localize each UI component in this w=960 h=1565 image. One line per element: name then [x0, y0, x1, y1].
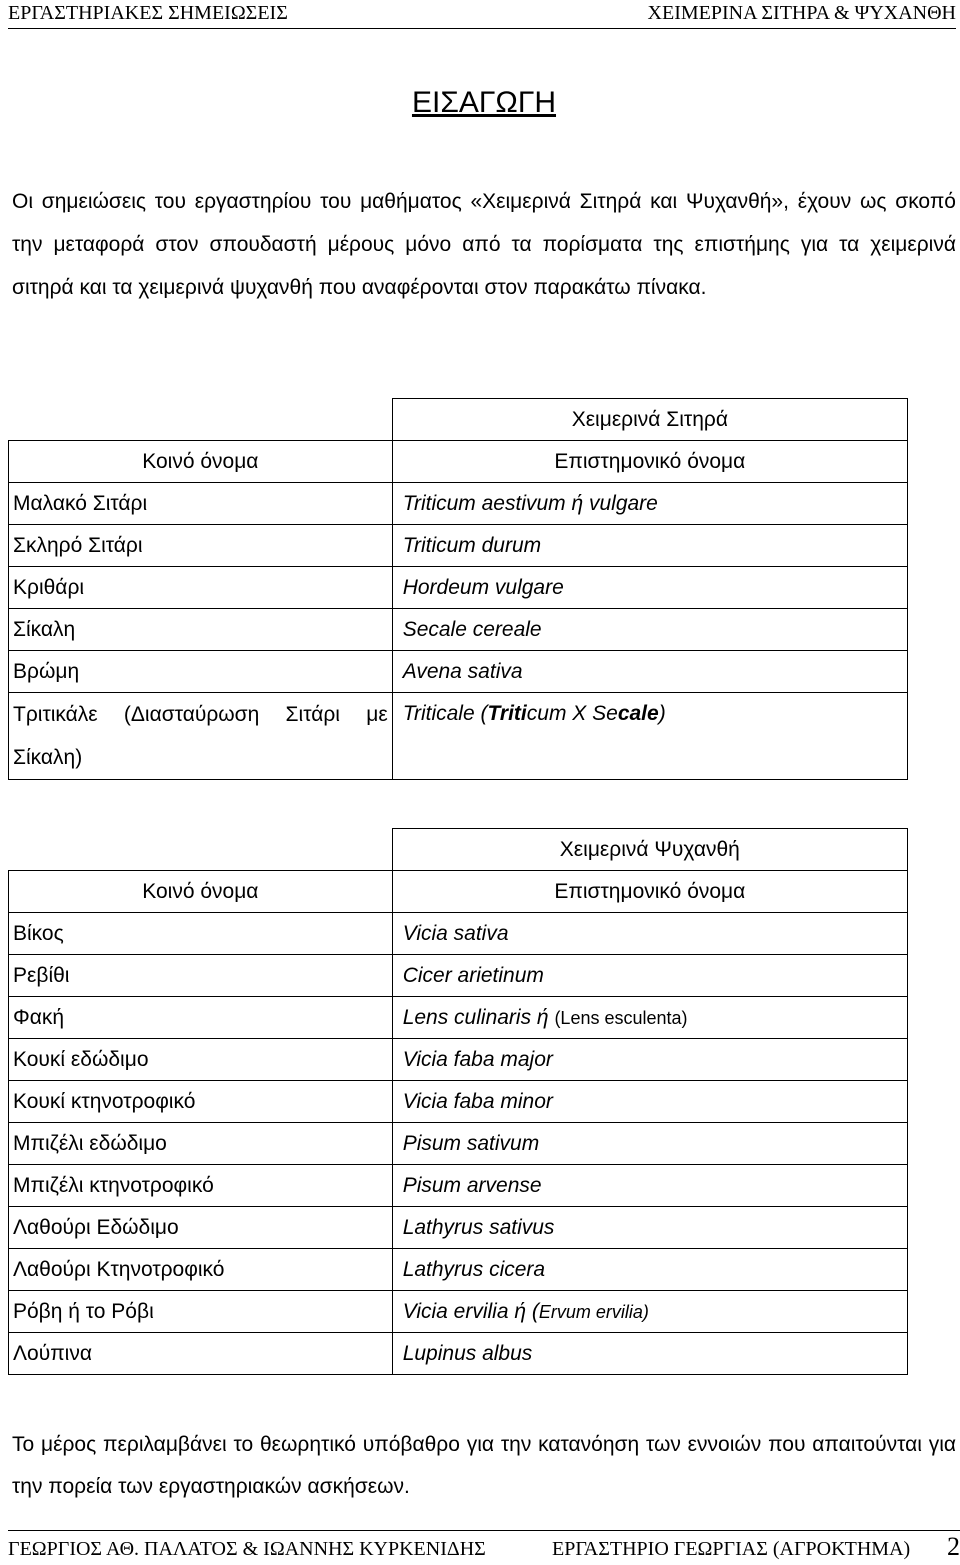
triticale-text: Triticale (: [402, 702, 488, 725]
page-number: 2: [947, 1532, 960, 1561]
legumes-col-common-header: Κοινό όνομα: [9, 871, 393, 913]
table-row: [9, 1207, 908, 1249]
common-name-cell: Μπιζέλι κτηνοτροφικό: [9, 1165, 393, 1207]
common-name-cell: Κριθάρι: [9, 567, 393, 609]
scientific-name-cell: Triticum durum: [392, 525, 907, 567]
header-left-text: ΕΡΓΑΣΤΗΡΙΑΚΕΣ ΣΗΜΕΙΩΣΕΙΣ: [8, 2, 288, 24]
table-row: [9, 1039, 908, 1081]
table-row: [9, 1291, 908, 1333]
table-row: [9, 1165, 908, 1207]
header-right-text: ΧΕΙΜΕΡΙΝΑ ΣΙΤΗΡΑ & ΨΥΧΑΝΘΗ: [647, 2, 956, 24]
cereals-table: [8, 398, 908, 780]
scientific-name-cell: Avena sativa: [392, 651, 907, 693]
scientific-name-cell: Vicia faba major: [392, 1039, 907, 1081]
scientific-name-cell: Hordeum vulgare: [392, 567, 907, 609]
table-row: [9, 1123, 908, 1165]
scientific-name-cell: Vicia ervilia ή (Ervum ervilia): [392, 1291, 907, 1333]
common-name-cell: Μπιζέλι εδώδιμο: [9, 1123, 393, 1165]
table-row: [9, 609, 908, 651]
scientific-name-cell: Cicer arietinum: [392, 955, 907, 997]
common-name-cell: Βρώμη: [9, 651, 393, 693]
common-name-cell: Τριτικάλε (Διασταύρωση Σιτάρι με Σίκαλη): [9, 693, 393, 780]
common-name-cell: Ρεβίθι: [9, 955, 393, 997]
table-row: [9, 567, 908, 609]
scientific-name-cell: Pisum sativum: [392, 1123, 907, 1165]
page-title: ΕΙΣΑΓΩΓΗ: [411, 86, 557, 119]
footer-lab: ΕΡΓΑΣΤΗΡΙΟ ΓΕΩΡΓΙΑΣ (ΑΓΡΟΚΤΗΜΑ): [552, 1538, 911, 1560]
common-name-cell: Λαθούρι Κτηνοτροφικό: [9, 1249, 393, 1291]
table-row: [9, 955, 908, 997]
table-row: [9, 693, 908, 780]
common-name-cell: Λούπινα: [9, 1333, 393, 1375]
cereals-col-scientific-header: Επιστημονικό όνομα: [392, 441, 907, 483]
table-row: [9, 913, 908, 955]
common-name-cell: Ρόβη ή το Ρόβι: [9, 1291, 393, 1333]
scientific-name-cell: Vicia sativa: [392, 913, 907, 955]
table-row: [9, 483, 908, 525]
common-name-cell: Σίκαλη: [9, 609, 393, 651]
common-name-cell: Κουκί εδώδιμο: [9, 1039, 393, 1081]
scientific-name-cell: Vicia faba minor: [392, 1081, 907, 1123]
table-row: [9, 1333, 908, 1375]
common-name-cell: Σκληρό Σιτάρι: [9, 525, 393, 567]
common-name-cell: Μαλακό Σιτάρι: [9, 483, 393, 525]
footer-authors: ΓΕΩΡΓΙΟΣ ΑΘ. ΠΑΛΑΤΟΣ & ΙΩΑΝΝΗΣ ΚΥΡΚΕΝΙΔΗΣ: [8, 1538, 486, 1560]
common-name-cell: Λαθούρι Εδώδιμο: [9, 1207, 393, 1249]
table-row: [9, 997, 908, 1039]
scientific-name-cell: Lupinus albus: [392, 1333, 907, 1375]
secale-bold-part: cale: [617, 702, 659, 725]
scientific-name-cell: [392, 693, 907, 780]
scientific-name-cell: Secale cereale: [392, 609, 907, 651]
scientific-name-cell: Lens culinaris ή (Lens esculenta): [392, 997, 907, 1039]
table-row: [9, 1249, 908, 1291]
legumes-table-caption: Χειμερινά Ψυχανθή: [392, 829, 907, 871]
scientific-name-cell: Lathyrus cicera: [392, 1249, 907, 1291]
legumes-col-scientific-header: Επιστημονικό όνομα: [392, 871, 907, 913]
scientific-name-cell: Triticum aestivum ή vulgare: [392, 483, 907, 525]
common-name-cell: Βίκος: [9, 913, 393, 955]
page-footer: [8, 1530, 960, 1563]
cereals-table-caption: Χειμερινά Σιτηρά: [392, 399, 907, 441]
closing-paragraph: Το μέρος περιλαμβάνει το θεωρητικό υπόβαθρο για την κατανόηση των εννοιών που απαιτούνται για την πορεία των εργαστηριακών ασκήσεων.: [12, 1433, 956, 1498]
table-row: [9, 651, 908, 693]
common-name-cell: Φακή: [9, 997, 393, 1039]
triticale-text-mid: cum X Se: [526, 702, 618, 725]
intro-paragraph: Οι σημειώσεις του εργαστηρίου του μαθήματος «Χειμερινά Σιτηρά και Ψυχανθή», έχουν ως σκοπό την μεταφορά στον σπουδαστή μέρους μόνο από τα πορίσματα της επιστήμης για τα χειμερινά σιτηρά και τα χειμερινά ψυχανθή που αναφέρονται στον παρακάτω πίνακα.: [12, 190, 956, 299]
table-row: [9, 1081, 908, 1123]
page-header: [8, 0, 956, 29]
scientific-name-cell: Pisum arvense: [392, 1165, 907, 1207]
triticale-text-end: ): [658, 702, 666, 725]
scientific-name-cell: Lathyrus sativus: [392, 1207, 907, 1249]
triticale-bold-part: Triti: [487, 702, 527, 725]
legumes-table: [8, 828, 908, 1375]
cereals-col-common-header: Κοινό όνομα: [9, 441, 393, 483]
table-row: [9, 525, 908, 567]
common-name-cell: Κουκί κτηνοτροφικό: [9, 1081, 393, 1123]
